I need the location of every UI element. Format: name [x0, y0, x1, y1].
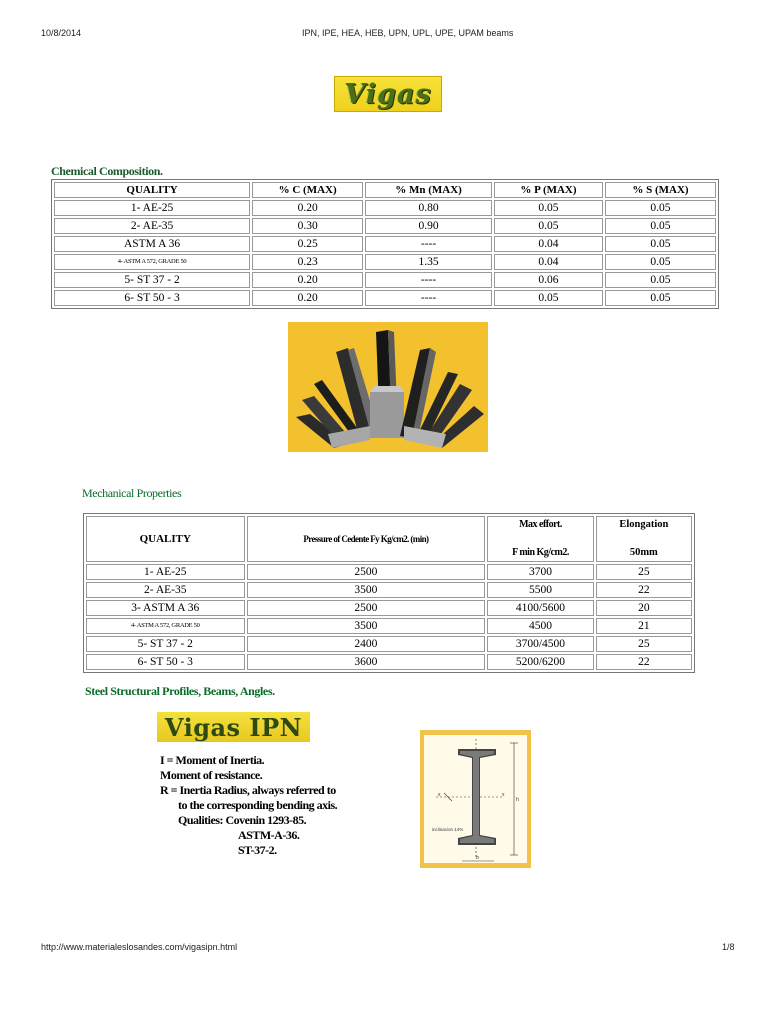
mechanical-properties-title: Mechanical Properties: [82, 486, 182, 500]
table-header-row: [86, 516, 692, 562]
print-date: 10/8/2014: [41, 28, 82, 38]
svg-text:h: h: [516, 797, 519, 803]
value-cell: 5500: [487, 582, 593, 598]
quality-cell: 3- ASTM A 36: [86, 600, 245, 616]
header-elongation: [596, 516, 692, 562]
table-row: [86, 654, 692, 670]
header-quality: QUALITY: [54, 182, 250, 198]
quality-cell: 1- AE-25: [54, 200, 250, 216]
header-max-effort: [487, 516, 593, 562]
quality-cell: 6- ST 50 - 3: [86, 654, 245, 670]
profile-notes: [160, 753, 337, 858]
svg-text:x: x: [438, 792, 441, 798]
chemical-composition-table: [51, 179, 719, 309]
svg-text:b: b: [476, 855, 479, 861]
table-row: [86, 582, 692, 598]
value-cell: 0.05: [605, 200, 716, 216]
diagram-label: inclinacion 14%: [432, 827, 464, 832]
value-cell: 22: [596, 582, 692, 598]
value-cell: 22: [596, 654, 692, 670]
quality-cell: ASTM A 36: [54, 236, 250, 252]
value-cell: 0.04: [494, 254, 603, 270]
elongation-unit: 50mm: [629, 547, 658, 558]
header-quality: QUALITY: [86, 516, 245, 562]
value-cell: 0.23: [252, 254, 363, 270]
value-cell: 25: [596, 636, 692, 652]
header-carbon: % C (MAX): [252, 182, 363, 198]
note-radius-cont: to the corresponding bending axis.: [178, 798, 338, 812]
quality-cell: 5- ST 37 - 2: [86, 636, 245, 652]
quality-cell: 4- ASTM A 572, GRADE 50: [54, 254, 250, 270]
ipn-section-diagram: [420, 730, 531, 868]
table-header-row: [54, 182, 716, 198]
table-row: [86, 618, 692, 634]
note-inertia: I = Moment of Inertia.: [160, 753, 265, 767]
value-cell: 3500: [247, 582, 486, 598]
header-manganese: % Mn (MAX): [365, 182, 492, 198]
value-cell: 0.06: [494, 272, 603, 288]
quality-cell: 6- ST 50 - 3: [54, 290, 250, 306]
value-cell: 3700/4500: [487, 636, 593, 652]
value-cell: 5200/6200: [487, 654, 593, 670]
elongation-label: Elongation: [619, 519, 669, 530]
value-cell: 3700: [487, 564, 593, 580]
max-effort-label: Max effort.: [519, 519, 562, 530]
value-cell: 0.25: [252, 236, 363, 252]
steel-beams-illustration: [288, 322, 488, 452]
svg-text:x: x: [502, 792, 505, 798]
steel-profiles-title: Steel Structural Profiles, Beams, Angles.: [85, 684, 275, 698]
value-cell: 0.05: [494, 200, 603, 216]
header-phosphorus: % P (MAX): [494, 182, 603, 198]
value-cell: 1.35: [365, 254, 492, 270]
value-cell: 0.05: [605, 290, 716, 306]
table-row: [54, 290, 716, 306]
table-row: [54, 254, 716, 270]
mechanical-properties-table: [83, 513, 695, 673]
value-cell: 4500: [487, 618, 593, 634]
header-pressure: Pressure of Cedente Fy Kg/cm2. (min): [247, 516, 486, 562]
quality-cell: 1- AE-25: [86, 564, 245, 580]
header-sulfur: % S (MAX): [605, 182, 716, 198]
quality-cell: 2- AE-35: [86, 582, 245, 598]
value-cell: 2400: [247, 636, 486, 652]
value-cell: 0.20: [252, 290, 363, 306]
value-cell: 0.05: [605, 218, 716, 234]
print-page-title: IPN, IPE, HEA, HEB, UPN, UPL, UPE, UPAM beams: [302, 28, 514, 38]
value-cell: 0.90: [365, 218, 492, 234]
vigas-ipn-logo: [157, 712, 310, 742]
value-cell: ----: [365, 272, 492, 288]
steel-beams-image: [288, 322, 488, 452]
value-cell: 0.04: [494, 236, 603, 252]
note-radius: R = Inertia Radius, always referred to: [160, 783, 336, 797]
vigas-logo-text: Vigas: [344, 78, 432, 110]
table-row: [54, 218, 716, 234]
value-cell: 0.20: [252, 200, 363, 216]
value-cell: 0.30: [252, 218, 363, 234]
chemical-composition-title: Chemical Composition.: [51, 164, 163, 178]
quality-cell: 2- AE-35: [54, 218, 250, 234]
value-cell: 0.05: [605, 272, 716, 288]
value-cell: 4100/5600: [487, 600, 593, 616]
table-row: [54, 272, 716, 288]
quality-cell: 4- ASTM A 572, GRADE 50: [86, 618, 245, 634]
value-cell: 25: [596, 564, 692, 580]
value-cell: 21: [596, 618, 692, 634]
value-cell: 3500: [247, 618, 486, 634]
value-cell: 0.80: [365, 200, 492, 216]
value-cell: 3600: [247, 654, 486, 670]
table-row: [86, 564, 692, 580]
value-cell: 2500: [247, 564, 486, 580]
note-astm: ASTM-A-36.: [238, 828, 300, 842]
table-row: [86, 636, 692, 652]
value-cell: 0.05: [494, 218, 603, 234]
value-cell: ----: [365, 236, 492, 252]
note-qualities: Qualities: Covenin 1293-85.: [178, 813, 307, 827]
vigas-ipn-logo-text: Vigas IPN: [164, 712, 303, 742]
value-cell: 0.05: [605, 236, 716, 252]
value-cell: ----: [365, 290, 492, 306]
table-row: [54, 236, 716, 252]
value-cell: 20: [596, 600, 692, 616]
print-page-number: 1/8: [722, 942, 735, 952]
note-st: ST-37-2.: [238, 843, 277, 857]
print-url[interactable]: http://www.materialeslosandes.com/vigasipn.html: [41, 942, 238, 952]
value-cell: 2500: [247, 600, 486, 616]
value-cell: 0.05: [605, 254, 716, 270]
value-cell: 0.20: [252, 272, 363, 288]
note-resistance: Moment of resistance.: [160, 768, 263, 782]
table-row: [54, 200, 716, 216]
ipn-section-drawing: [424, 735, 527, 863]
value-cell: 0.05: [494, 290, 603, 306]
quality-cell: 5- ST 37 - 2: [54, 272, 250, 288]
table-row: [86, 600, 692, 616]
max-effort-unit: F min Kg/cm2.: [512, 547, 569, 558]
vigas-logo: [334, 76, 442, 112]
